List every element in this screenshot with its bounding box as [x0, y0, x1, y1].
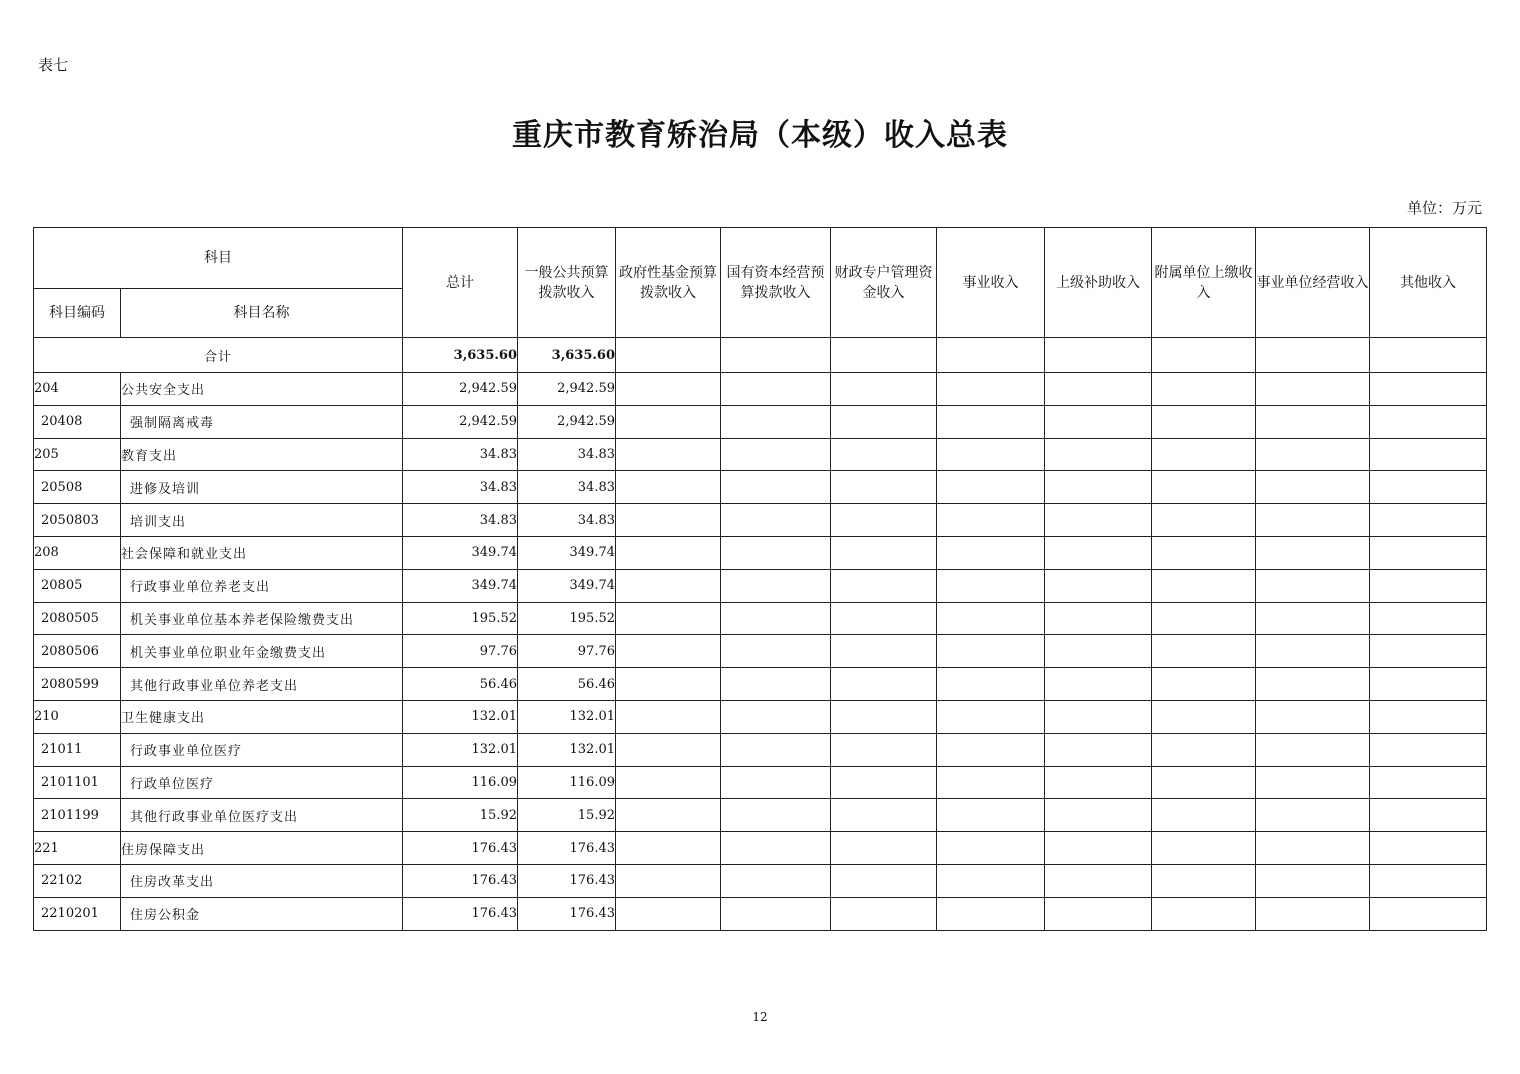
empty-cell — [721, 635, 831, 668]
empty-cell — [616, 536, 721, 569]
empty-cell — [1256, 700, 1370, 733]
general-budget-cell: 349.74 — [518, 569, 616, 602]
empty-cell — [1045, 438, 1152, 471]
empty-cell — [616, 832, 721, 865]
general-budget-cell: 176.43 — [518, 832, 616, 865]
empty-cell — [1256, 897, 1370, 930]
empty-cell — [1256, 668, 1370, 701]
empty-cell — [937, 897, 1045, 930]
empty-cell — [937, 799, 1045, 832]
empty-cell — [1152, 471, 1256, 504]
empty-cell — [721, 864, 831, 897]
empty-cell — [616, 602, 721, 635]
table-row — [34, 832, 1487, 865]
page-number: 12 — [752, 1010, 768, 1024]
empty-cell — [1045, 700, 1152, 733]
empty-cell — [1152, 700, 1256, 733]
empty-cell — [1045, 536, 1152, 569]
empty-cell — [1152, 832, 1256, 865]
empty-cell — [1045, 799, 1152, 832]
subject-name-cell: 强制隔离戒毒 — [121, 405, 403, 438]
header-subject-name: 科目名称 — [121, 289, 403, 338]
empty-cell — [1152, 733, 1256, 766]
total-cell: 132.01 — [403, 700, 518, 733]
subject-code-cell: 2080505 — [34, 602, 121, 635]
empty-cell — [1045, 832, 1152, 865]
subject-code-cell: 2101199 — [34, 799, 121, 832]
subject-name-cell: 机关事业单位基本养老保险缴费支出 — [121, 602, 403, 635]
empty-cell — [1045, 338, 1152, 373]
empty-cell — [1152, 799, 1256, 832]
empty-cell — [721, 602, 831, 635]
empty-cell — [1045, 405, 1152, 438]
table-row — [34, 405, 1487, 438]
table-row — [34, 504, 1487, 537]
empty-cell — [937, 832, 1045, 865]
empty-cell — [831, 635, 937, 668]
table-row — [34, 471, 1487, 504]
empty-cell — [937, 602, 1045, 635]
table-row — [34, 897, 1487, 930]
table-row — [34, 700, 1487, 733]
subject-name-cell: 机关事业单位职业年金缴费支出 — [121, 635, 403, 668]
table-row — [34, 864, 1487, 897]
subject-code-cell: 22102 — [34, 864, 121, 897]
empty-cell — [616, 864, 721, 897]
empty-cell — [1152, 338, 1256, 373]
empty-cell — [831, 504, 937, 537]
empty-cell — [831, 405, 937, 438]
empty-cell — [721, 569, 831, 602]
subject-name-cell: 住房改革支出 — [121, 864, 403, 897]
empty-cell — [1045, 373, 1152, 406]
subject-code-cell: 20508 — [34, 471, 121, 504]
empty-cell — [937, 733, 1045, 766]
empty-cell — [1370, 733, 1487, 766]
header-affiliated-payment: 附属单位上缴收入 — [1152, 228, 1256, 338]
subject-code-cell: 204 — [34, 373, 121, 406]
header-general-budget: 一般公共预算拨款收入 — [518, 228, 616, 338]
subject-name-cell: 其他行政事业单位医疗支出 — [121, 799, 403, 832]
page-title: 重庆市教育矫治局（本级）收入总表 — [512, 118, 1008, 153]
general-budget-cell: 195.52 — [518, 602, 616, 635]
empty-cell — [616, 569, 721, 602]
empty-cell — [1256, 405, 1370, 438]
total-cell: 15.92 — [403, 799, 518, 832]
header-subject-code: 科目编码 — [34, 289, 121, 338]
empty-cell — [721, 536, 831, 569]
empty-cell — [1045, 602, 1152, 635]
general-budget-cell: 34.83 — [518, 504, 616, 537]
subject-code-cell: 20408 — [34, 405, 121, 438]
empty-cell — [1370, 471, 1487, 504]
empty-cell — [1152, 438, 1256, 471]
empty-cell — [1370, 635, 1487, 668]
empty-cell — [616, 635, 721, 668]
empty-cell — [937, 471, 1045, 504]
total-label: 合计 — [34, 338, 403, 373]
header-state-capital: 国有资本经营预算拨款收入 — [721, 228, 831, 338]
general-budget-cell: 176.43 — [518, 897, 616, 930]
empty-cell — [1256, 733, 1370, 766]
empty-cell — [1370, 504, 1487, 537]
empty-cell — [831, 668, 937, 701]
empty-cell — [1045, 733, 1152, 766]
empty-cell — [1152, 504, 1256, 537]
table-row — [34, 536, 1487, 569]
empty-cell — [721, 504, 831, 537]
empty-cell — [616, 733, 721, 766]
subject-code-cell: 2080506 — [34, 635, 121, 668]
empty-cell — [616, 766, 721, 799]
empty-cell — [1370, 766, 1487, 799]
subject-name-cell: 教育支出 — [121, 438, 403, 471]
subject-name-cell: 进修及培训 — [121, 471, 403, 504]
table-number-label: 表七 — [38, 56, 69, 74]
empty-cell — [616, 405, 721, 438]
empty-cell — [937, 504, 1045, 537]
subject-code-cell: 2210201 — [34, 897, 121, 930]
general-budget-cell: 56.46 — [518, 668, 616, 701]
general-budget-cell: 34.83 — [518, 438, 616, 471]
income-summary-table — [33, 227, 1487, 931]
empty-cell — [1256, 832, 1370, 865]
empty-cell — [1256, 602, 1370, 635]
empty-cell — [831, 338, 937, 373]
subject-name-cell: 住房保障支出 — [121, 832, 403, 865]
total-cell: 132.01 — [403, 733, 518, 766]
empty-cell — [831, 700, 937, 733]
general-budget-cell: 97.76 — [518, 635, 616, 668]
empty-cell — [831, 733, 937, 766]
total-cell: 116.09 — [403, 766, 518, 799]
empty-cell — [1045, 766, 1152, 799]
table-row — [34, 668, 1487, 701]
empty-cell — [937, 405, 1045, 438]
empty-cell — [1045, 471, 1152, 504]
empty-cell — [831, 536, 937, 569]
empty-cell — [616, 438, 721, 471]
empty-cell — [1256, 438, 1370, 471]
empty-cell — [616, 897, 721, 930]
empty-cell — [616, 373, 721, 406]
subject-name-cell: 行政单位医疗 — [121, 766, 403, 799]
subject-name-cell: 住房公积金 — [121, 897, 403, 930]
header-business-income: 事业收入 — [937, 228, 1045, 338]
general-budget-cell: 2,942.59 — [518, 405, 616, 438]
total-cell: 176.43 — [403, 897, 518, 930]
empty-cell — [937, 635, 1045, 668]
subject-code-cell: 205 — [34, 438, 121, 471]
empty-cell — [616, 700, 721, 733]
header-superior-subsidy: 上级补助收入 — [1045, 228, 1152, 338]
total-cell: 2,942.59 — [403, 373, 518, 406]
general-budget-cell: 34.83 — [518, 471, 616, 504]
empty-cell — [831, 373, 937, 406]
empty-cell — [1256, 536, 1370, 569]
empty-cell — [937, 864, 1045, 897]
table-row — [34, 569, 1487, 602]
empty-cell — [1256, 766, 1370, 799]
table-row — [34, 635, 1487, 668]
general-budget-cell: 349.74 — [518, 536, 616, 569]
total-cell: 56.46 — [403, 668, 518, 701]
header-special-account: 财政专户管理资金收入 — [831, 228, 937, 338]
total-general-budget: 3,635.60 — [518, 338, 616, 373]
table-row — [34, 766, 1487, 799]
empty-cell — [1370, 832, 1487, 865]
total-cell: 2,942.59 — [403, 405, 518, 438]
empty-cell — [831, 766, 937, 799]
total-cell: 195.52 — [403, 602, 518, 635]
empty-cell — [1045, 504, 1152, 537]
empty-cell — [1256, 799, 1370, 832]
total-cell: 176.43 — [403, 864, 518, 897]
empty-cell — [721, 799, 831, 832]
subject-code-cell: 21011 — [34, 733, 121, 766]
subject-name-cell: 培训支出 — [121, 504, 403, 537]
empty-cell — [1370, 602, 1487, 635]
header-subject: 科目 — [34, 228, 403, 289]
empty-cell — [616, 668, 721, 701]
subject-code-cell: 2080599 — [34, 668, 121, 701]
empty-cell — [1256, 338, 1370, 373]
empty-cell — [1370, 338, 1487, 373]
subject-name-cell: 其他行政事业单位养老支出 — [121, 668, 403, 701]
empty-cell — [1256, 471, 1370, 504]
empty-cell — [721, 668, 831, 701]
empty-cell — [616, 799, 721, 832]
empty-cell — [831, 438, 937, 471]
empty-cell — [831, 897, 937, 930]
empty-cell — [1152, 897, 1256, 930]
total-amount: 3,635.60 — [403, 338, 518, 373]
header-total: 总计 — [403, 228, 518, 338]
general-budget-cell: 116.09 — [518, 766, 616, 799]
table-row — [34, 733, 1487, 766]
empty-cell — [1045, 635, 1152, 668]
empty-cell — [1370, 799, 1487, 832]
empty-cell — [1152, 766, 1256, 799]
empty-cell — [1256, 635, 1370, 668]
empty-cell — [937, 373, 1045, 406]
header-other-income: 其他收入 — [1370, 228, 1487, 338]
empty-cell — [831, 471, 937, 504]
empty-cell — [937, 766, 1045, 799]
empty-cell — [1370, 438, 1487, 471]
total-row — [34, 338, 1487, 373]
empty-cell — [937, 668, 1045, 701]
empty-cell — [721, 897, 831, 930]
empty-cell — [1370, 569, 1487, 602]
empty-cell — [721, 733, 831, 766]
empty-cell — [721, 471, 831, 504]
empty-cell — [721, 405, 831, 438]
general-budget-cell: 15.92 — [518, 799, 616, 832]
empty-cell — [1045, 897, 1152, 930]
empty-cell — [1370, 373, 1487, 406]
subject-code-cell: 221 — [34, 832, 121, 865]
subject-name-cell: 行政事业单位养老支出 — [121, 569, 403, 602]
total-cell: 97.76 — [403, 635, 518, 668]
empty-cell — [721, 700, 831, 733]
empty-cell — [1045, 668, 1152, 701]
empty-cell — [937, 536, 1045, 569]
subject-code-cell: 2101101 — [34, 766, 121, 799]
subject-name-cell: 公共安全支出 — [121, 373, 403, 406]
empty-cell — [831, 602, 937, 635]
empty-cell — [1045, 569, 1152, 602]
empty-cell — [1152, 602, 1256, 635]
empty-cell — [721, 832, 831, 865]
table-row — [34, 373, 1487, 406]
total-cell: 349.74 — [403, 536, 518, 569]
empty-cell — [1370, 668, 1487, 701]
empty-cell — [1152, 864, 1256, 897]
empty-cell — [1152, 373, 1256, 406]
empty-cell — [1370, 864, 1487, 897]
empty-cell — [831, 832, 937, 865]
header-gov-fund: 政府性基金预算拨款收入 — [616, 228, 721, 338]
empty-cell — [831, 864, 937, 897]
total-cell: 34.83 — [403, 471, 518, 504]
total-cell: 34.83 — [403, 504, 518, 537]
empty-cell — [1370, 700, 1487, 733]
empty-cell — [616, 471, 721, 504]
general-budget-cell: 132.01 — [518, 700, 616, 733]
total-cell: 176.43 — [403, 832, 518, 865]
empty-cell — [616, 338, 721, 373]
empty-cell — [937, 338, 1045, 373]
empty-cell — [831, 569, 937, 602]
empty-cell — [1045, 864, 1152, 897]
general-budget-cell: 132.01 — [518, 733, 616, 766]
empty-cell — [721, 766, 831, 799]
table-row — [34, 438, 1487, 471]
empty-cell — [1370, 536, 1487, 569]
empty-cell — [1256, 504, 1370, 537]
table-row — [34, 799, 1487, 832]
subject-name-cell: 社会保障和就业支出 — [121, 536, 403, 569]
empty-cell — [1152, 635, 1256, 668]
empty-cell — [1256, 569, 1370, 602]
empty-cell — [1152, 405, 1256, 438]
empty-cell — [937, 700, 1045, 733]
empty-cell — [721, 373, 831, 406]
empty-cell — [937, 438, 1045, 471]
total-cell: 34.83 — [403, 438, 518, 471]
subject-name-cell: 卫生健康支出 — [121, 700, 403, 733]
empty-cell — [1152, 536, 1256, 569]
empty-cell — [721, 438, 831, 471]
general-budget-cell: 2,942.59 — [518, 373, 616, 406]
empty-cell — [831, 799, 937, 832]
empty-cell — [1256, 373, 1370, 406]
empty-cell — [1152, 569, 1256, 602]
empty-cell — [1370, 897, 1487, 930]
total-cell: 349.74 — [403, 569, 518, 602]
unit-label: 单位：万元 — [1406, 199, 1482, 217]
empty-cell — [1370, 405, 1487, 438]
subject-name-cell: 行政事业单位医疗 — [121, 733, 403, 766]
empty-cell — [1152, 668, 1256, 701]
subject-code-cell: 20805 — [34, 569, 121, 602]
empty-cell — [721, 338, 831, 373]
subject-code-cell: 210 — [34, 700, 121, 733]
subject-code-cell: 208 — [34, 536, 121, 569]
empty-cell — [937, 569, 1045, 602]
empty-cell — [616, 504, 721, 537]
general-budget-cell: 176.43 — [518, 864, 616, 897]
subject-code-cell: 2050803 — [34, 504, 121, 537]
table-row — [34, 602, 1487, 635]
header-operating-income: 事业单位经营收入 — [1256, 228, 1370, 338]
empty-cell — [1256, 864, 1370, 897]
